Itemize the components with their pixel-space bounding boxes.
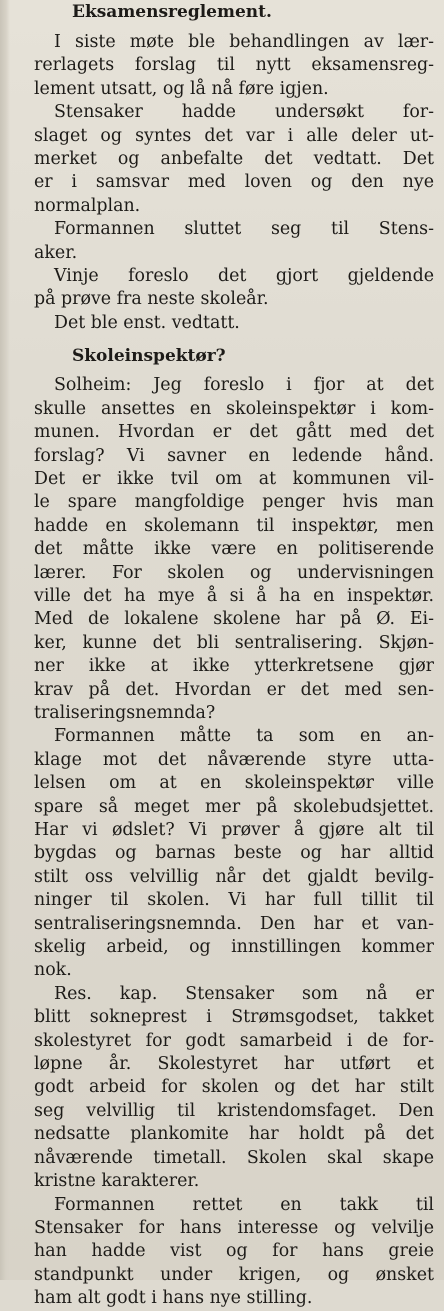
text-line: han hadde vist og for hans greie [34, 1241, 434, 1262]
text-line: I siste møte ble behandlingen av lær- [54, 32, 434, 52]
text-line: skolestyret for godt samarbeid i de for- [34, 1030, 434, 1051]
paragraph-6 [14, 374, 438, 725]
paragraph-3 [14, 218, 438, 265]
text-line: Formannen sluttet seg til Stens- [54, 219, 434, 240]
text-line: Stensaker hadde undersøkt for- [54, 102, 434, 123]
text-line: nedsatte plankomite har holdt på det [34, 1124, 434, 1145]
text-line: Formannen måtte ta som en an- [54, 726, 434, 747]
text-line: forslag? Vi savner en ledende hånd. [34, 445, 434, 466]
paragraph-7 [14, 725, 438, 982]
text-line: sentraliseringsnemnda. Den har et van- [34, 913, 434, 934]
text-line: Det ble enst. vedtatt. [54, 312, 240, 333]
text-line: Res. kap. Stensaker som nå er [54, 983, 434, 1004]
heading-skoleinspektor: Skoleinspektør? [72, 346, 226, 367]
text-line: hadde en skolemann til inspektør, men [34, 515, 434, 536]
text-line: nåværende timetall. Skolen skal skape [34, 1147, 434, 1168]
text-line: bygdas og barnas beste og har alltid [34, 843, 434, 864]
paragraph-8 [14, 983, 438, 1194]
text-line: krav på det. Hvordan er det med sen- [34, 679, 434, 700]
text-line: stilt oss velvillig når det gjaldt bevilg- [34, 866, 434, 887]
text-line: spare så meget mer på skolebudsjettet. [34, 796, 434, 817]
text-line: seg velvillig til kristendomsfaget. Den [34, 1100, 434, 1121]
text-line: ville det ha mye å si å ha en inspektør. [34, 585, 434, 606]
text-line: nok. [34, 960, 72, 981]
text-line: merket og anbefalte det vedtatt. Det [34, 149, 434, 170]
paragraph-1 [14, 31, 438, 101]
text-line: Vinje foreslo det gjort gjeldende [54, 266, 434, 287]
text-line: blitt sokneprest i Strømsgodset, takket [34, 1007, 434, 1028]
text-line: le spare mangfoldige penger hvis man [34, 492, 434, 513]
text-line: løpne år. Skolestyret har utført et [34, 1054, 434, 1075]
text-line: på prøve fra neste skoleår. [34, 289, 269, 310]
paragraph-5 [14, 312, 438, 335]
text-line: rerlagets forslag til nytt eksamensreg- [34, 55, 434, 76]
text-line: munen. Hvordan er det gått med det [34, 422, 434, 443]
text-line: ham alt godt i hans nye stilling. [34, 1288, 313, 1309]
text-line: slaget og syntes det var i alle deler ut- [34, 125, 434, 146]
text-line: Har vi ødslet? Vi prøver å gjøre alt til [34, 820, 434, 840]
article-column [14, 0, 438, 1311]
page-edge [0, 0, 10, 1280]
text-line: aker. [34, 242, 78, 263]
text-line: standpunkt under krigen, og ønsket [34, 1264, 434, 1285]
paragraph-9 [14, 1194, 438, 1311]
paragraph-2 [14, 101, 438, 218]
text-line: klage mot det nåværende styre utta- [34, 749, 434, 770]
heading-eksamensreglement: Eksamensreglement. [72, 2, 272, 22]
text-line: lement utsatt, og lå nå føre igjen. [34, 78, 329, 99]
text-line: Det er ikke tvil om at kommunen vil- [34, 468, 434, 489]
text-line: godt arbeid for skolen og det har stilt [34, 1077, 434, 1098]
paragraph-4 [14, 265, 438, 312]
text-line: Formannen rettet en takk til [54, 1194, 434, 1215]
text-line: ker, kunne det bli sentralisering. Skjøn- [34, 632, 434, 653]
text-line: normalplan. [34, 195, 141, 216]
text-line: ner ikke at ikke ytterkretsene gjør [34, 656, 434, 677]
text-line: det måtte ikke være en politiserende [34, 539, 434, 560]
text-line: traliseringsnemnda? [34, 702, 216, 723]
text-line: Med de lokalene skolene har på Ø. Ei- [34, 609, 434, 630]
text-line: skelig arbeid, og innstillingen kommer [34, 937, 434, 958]
text-line: skulle ansettes en skoleinspektør i kom- [34, 398, 434, 419]
text-line: lærer. For skolen og undervisningen [34, 562, 434, 583]
text-line: ninger til skolen. Vi har full tillit til [34, 890, 434, 911]
text-line: Solheim: Jeg foreslo i fjor at det [54, 375, 434, 396]
text-line: lelsen om at en skoleinspektør ville [34, 773, 434, 794]
text-line: er i samsvar med loven og den nye [34, 172, 434, 193]
text-line: kristne karakterer. [34, 1171, 200, 1192]
text-line: Stensaker for hans interesse og velvilje [34, 1217, 434, 1238]
